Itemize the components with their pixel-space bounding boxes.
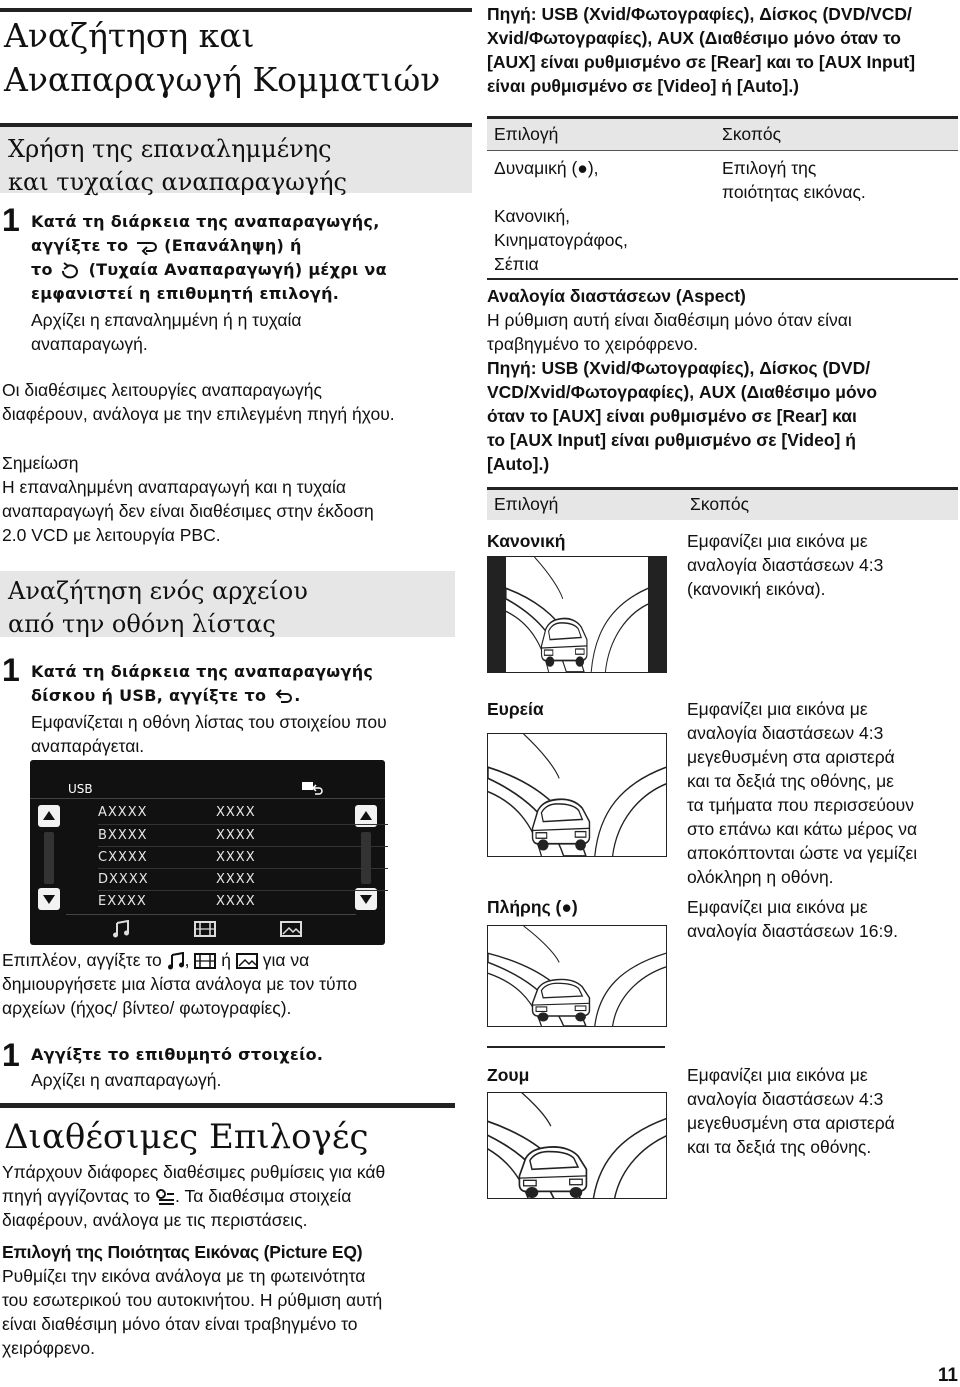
- note: Σημείωση Η επαναλημμένη αναπαραγωγή και η τυχαία αναπαραγωγή δεν είναι διαθέσιμες στην έκδοση 2.0 VCD με λειτουργία PBC.: [2, 453, 374, 545]
- step-number: 1: [2, 652, 20, 688]
- aspect-option-normal: Κανονική: [487, 531, 566, 551]
- paragraph-filter-by-type: Επιπλέον, αγγίξτε το , ή για να δημιουργήσετε μια λίστα ανάλογα με τον τύπο αρχείων (ήχος/ βίντεο/ φωτογραφίες).: [2, 950, 358, 1018]
- screen-scroll-up-left[interactable]: [38, 805, 60, 827]
- screen-audio-tab-icon[interactable]: [112, 920, 130, 938]
- section-rule: [0, 1103, 455, 1108]
- aspect-full-image: [487, 925, 667, 1027]
- screen-list-row[interactable]: EXXXX XXXX: [98, 890, 388, 913]
- step-instruction: Κατά τη διάρκεια της αναπαραγωγής, αγγίξτε το (Επανάληψη) ή το (Τυχαία Αναπαραγωγή) μέχρι να εμφανιστεί η επιθυμητή επιλογή.: [31, 212, 387, 303]
- table-header-purpose: Σκοπός: [690, 494, 750, 514]
- aspect-full-description: Εμφανίζει μια εικόνα με αναλογία διαστάσεων 16:9.: [687, 897, 898, 941]
- screen-back-icon[interactable]: [302, 780, 324, 796]
- video-icon: [194, 952, 216, 970]
- picture-eq-block: Επιλογή της Ποιότητας Εικόνας (Picture EQ) Ρυθμίζει την εικόνα ανάλογα με τη φωτεινότητα του εσωτερικού του αυτοκινήτου. Η ρύθμιση αυτή είναι διαθέσιμη μόνο όταν είναι τραβηγμένο το χειρόφρενο.: [2, 1242, 383, 1358]
- step-number: 1: [2, 202, 20, 238]
- table-row-option: Δυναμική (●),: [494, 158, 599, 178]
- aspect-block: Αναλογία διαστάσεων (Aspect) Η ρύθμιση αυτή είναι διαθέσιμη μόνο όταν είναι τραβηγμένο το χειρόφρενο.: [487, 286, 852, 354]
- page-title: Αναζήτηση και Αναπαραγωγή Κομματιών: [4, 16, 441, 99]
- aspect-zoom-description: Εμφανίζει μια εικόνα με αναλογία διαστάσεων 4:3 μεγεθυσμένη στα αριστερά και τα δεξιά της οθόνης.: [687, 1065, 895, 1157]
- table-row-purpose: Επιλογή της ποιότητας εικόνας.: [722, 158, 866, 202]
- section-heading-repeat-shuffle: Χρήση της επαναλημμένης και τυχαίας αναπαραγωγής: [0, 123, 472, 193]
- source-note-aspect: Πηγή: USB (Xvid/Φωτογραφίες), Δίσκος (DVD/ VCD/Xvid/Φωτογραφίες), AUX (Διαθέσιμο μόνο όταν το [AUX] είναι ρυθμισμένο σε [Rear] και το [AUX Input] είναι ρυθμισμένο σε [Video] ή [Auto].): [487, 358, 878, 474]
- options-icon: [155, 1188, 175, 1206]
- aspect-normal-description: Εμφανίζει μια εικόνα με αναλογία διαστάσεων 4:3 (κανονική εικόνα).: [687, 531, 884, 599]
- step-instruction: Αγγίξτε το επιθυμητό στοιχείο.: [31, 1045, 324, 1064]
- photo-icon: [236, 952, 258, 970]
- screen-scrollbar-left[interactable]: [44, 832, 54, 884]
- screen-list-row[interactable]: BXXXX XXXX: [98, 824, 388, 847]
- section-heading-available-options: Διαθέσιμες Επιλογές: [4, 1117, 369, 1157]
- aspect-option-full: Πλήρης (●): [487, 897, 578, 917]
- step-instruction: Κατά τη διάρκεια της αναπαραγωγής δίσκου ή USB, αγγίξτε το .: [31, 662, 374, 705]
- paragraph-available-modes: Οι διαθέσιμες λειτουργίες αναπαραγωγής διαφέρουν, ανάλογα με την επιλεγμένη πηγή ήχου.: [2, 380, 395, 424]
- step-result: Εμφανίζεται η οθόνη λίστας του στοιχείου που αναπαράγεται.: [31, 712, 387, 756]
- aspect-zoom-image: [487, 1092, 667, 1199]
- screen-list-row[interactable]: CXXXX XXXX: [98, 846, 388, 869]
- back-icon: [272, 689, 294, 705]
- screen-video-tab-icon[interactable]: [194, 920, 216, 938]
- step-number: 1: [2, 1037, 20, 1073]
- aspect-option-wide: Ευρεία: [487, 699, 544, 719]
- table-header-option: Επιλογή: [494, 494, 559, 514]
- top-rule: [0, 8, 472, 12]
- music-icon: [167, 952, 185, 970]
- aspect-wide-image: [487, 733, 667, 857]
- repeat-icon: [134, 239, 158, 255]
- table-header-option: Επιλογή: [494, 124, 559, 144]
- step-result: Αρχίζει η αναπαραγωγή.: [31, 1070, 222, 1090]
- screen-scroll-down-left[interactable]: [38, 888, 60, 910]
- table-header-purpose: Σκοπός: [722, 124, 782, 144]
- paragraph-options-intro: Υπάρχουν διάφορες διαθέσιμες ρυθμίσεις για κάθ πηγή αγγίζοντας το . Τα διαθέσιμα στοιχεία διαφέρουν, ανάλογα με τις περιστάσεις.: [2, 1162, 386, 1230]
- usb-list-screen: [30, 760, 385, 945]
- source-note-picture-eq: Πηγή: USB (Xvid/Φωτογραφίες), Δίσκος (DVD/VCD/ Xvid/Φωτογραφίες), AUX (Διαθέσιμο μόνο όταν το [AUX] είναι ρυθμισμένο σε [Rear] και το [AUX Input] είναι ρυθμισμένο σε [Video] ή [Auto].): [487, 4, 916, 96]
- screen-source-label: USB: [68, 782, 93, 796]
- screen-list-row[interactable]: DXXXX XXXX: [98, 868, 388, 891]
- section-heading-list-search: Αναζήτηση ενός αρχείου από την οθόνη λίστας: [0, 571, 455, 637]
- page-number: 11: [937, 1365, 958, 1386]
- step-result: Αρχίζει η επαναλημμένη ή η τυχαία αναπαραγωγή.: [31, 310, 302, 354]
- screen-photo-tab-icon[interactable]: [280, 920, 302, 938]
- shuffle-icon: [59, 262, 83, 280]
- aspect-normal-image: [487, 556, 667, 673]
- aspect-option-zoom: Ζουμ: [487, 1065, 530, 1085]
- aspect-wide-description: Εμφανίζει μια εικόνα με αναλογία διαστάσεων 4:3 μεγεθυσμένη στα αριστερά και τα δεξιά της οθόνης, με τα τμήματα που περισσεύουν στο επάνω και κάτω μέρος να αποκόπτονται ώστε να γεμίζει ολόκληρη η οθόνη.: [687, 699, 918, 887]
- screen-list-row[interactable]: AXXXX XXXX: [98, 805, 256, 820]
- table-row-option: Κανονική, Κινηματογράφος, Σέπια: [494, 206, 628, 274]
